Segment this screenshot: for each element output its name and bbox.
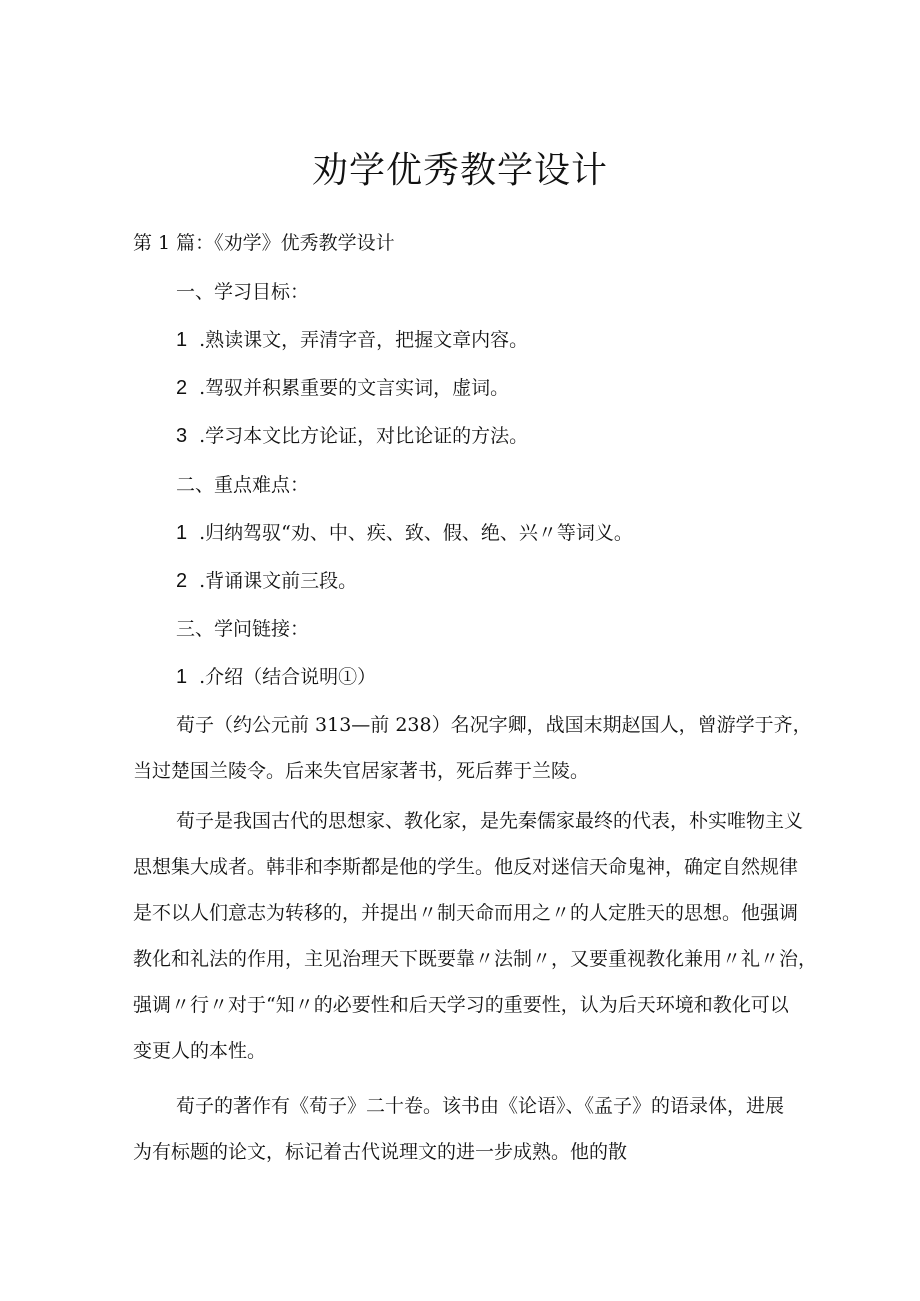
paragraph-line: 当过楚国兰陵令。后来失官居家著书，死后葬于兰陵。: [133, 760, 590, 782]
paragraph-thought: [133, 798, 818, 1074]
knowledge-item-1: [176, 663, 376, 691]
paragraph-line: 思想集大成者。韩非和李斯都是他的学生。他反对迷信天命鬼神，确定自然规律: [133, 856, 799, 878]
item-text: .熟读课文，弄清字音，把握文章内容。: [199, 329, 529, 351]
item-number: 1: [176, 666, 188, 688]
item-number: 3: [176, 425, 188, 447]
goal-item-2: [176, 374, 509, 402]
goal-item-3: [176, 422, 528, 450]
key-point-item-1: [176, 519, 633, 547]
item-text: .归纳驾驭“劝、中、疾、致、假、绝、兴〃等词义。: [199, 522, 633, 544]
item-number: 2: [176, 377, 188, 399]
item-number: 1: [176, 329, 188, 351]
item-text: .背诵课文前三段。: [199, 570, 358, 592]
paragraph-line: 为有标题的论文，标记着古代说理文的进一步成熟。他的散: [133, 1141, 628, 1163]
paragraph-line: 荀子（约公元前 313—前 238）名况字卿，战国末期赵国人，曾游学于齐，: [176, 714, 812, 736]
paragraph-line: 强调〃行〃对于“知〃的必要性和后天学习的重要性，认为后天环境和教化可以: [133, 994, 789, 1016]
section-heading-knowledge-link: 三、学问链接：: [176, 618, 310, 640]
item-number: 2: [176, 570, 188, 592]
item-number: 1: [176, 522, 188, 544]
item-text: .驾驭并积累重要的文言实词，虚词。: [199, 377, 510, 399]
section-heading-key-points: 二、重点难点：: [176, 474, 310, 496]
paragraph-line: 荀子是我国古代的思想家、教化家，是先秦儒家最终的代表，朴实唯物主义: [176, 810, 804, 832]
section-heading-goals: 一、学习目标：: [176, 281, 310, 303]
key-point-item-2: [176, 567, 357, 595]
item-text: .学习本文比方论证，对比论证的方法。: [199, 425, 529, 447]
paragraph-biography: [133, 702, 812, 794]
paragraph-works: [133, 1083, 803, 1175]
article-subtitle: 第 1 篇：《劝学》优秀教学设计: [133, 232, 395, 254]
paragraph-line: 是不以人们意志为转移的，并提出〃制天命而用之〃的人定胜天的思想。他强调: [133, 902, 799, 924]
paragraph-line: 变更人的本性。: [133, 1040, 267, 1062]
paragraph-line: 荀子的著作有《荀子》二十卷。该书由《论语》、《孟子》的语录体，进展: [176, 1095, 785, 1117]
goal-item-1: [176, 326, 528, 354]
document-title: 劝学优秀教学设计: [311, 150, 608, 191]
item-text: .介绍（结合说明①）: [199, 666, 377, 688]
paragraph-line: 教化和礼法的作用，主见治理天下既要靠〃法制〃，又要重视教化兼用〃礼〃治，: [133, 948, 818, 970]
